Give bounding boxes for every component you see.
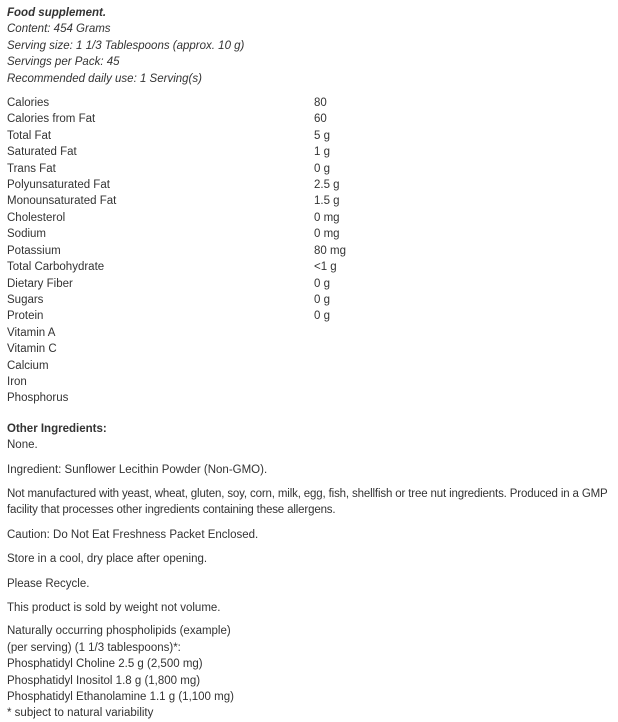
- nutrient-value: <1 g: [314, 261, 337, 274]
- nutrient-value: 60: [314, 113, 327, 126]
- phospholipid-line: Naturally occurring phospholipids (example): [7, 625, 231, 638]
- nutrient-value: 0 g: [314, 310, 330, 323]
- nutrient-value: 1 g: [314, 146, 330, 159]
- caution-statement: Caution: Do Not Eat Freshness Packet Enclosed.: [7, 528, 259, 541]
- header-line: Servings per Pack: 45: [7, 56, 120, 69]
- nutrient-label: Calories: [7, 97, 50, 110]
- nutrient-label: Potassium: [7, 244, 61, 257]
- sold-by-weight-statement: This product is sold by weight not volume.: [7, 602, 221, 614]
- nutrient-value: [314, 390, 612, 406]
- table-row: [7, 374, 612, 390]
- nutrient-label: Iron: [7, 375, 27, 388]
- nutrient-label: Phosphorus: [7, 392, 69, 405]
- nutrient-value: [314, 374, 612, 390]
- table-row: [7, 210, 612, 226]
- product-header: [7, 5, 612, 87]
- phospholipid-line: Phosphatidyl Choline 2.5 g (2,500 mg): [7, 658, 203, 671]
- nutrient-label: Total Fat: [7, 129, 52, 142]
- product-type-title: Food supplement.: [7, 7, 107, 19]
- nutrient-value: [314, 358, 612, 374]
- nutrient-label: Trans Fat: [7, 162, 56, 175]
- table-row: [7, 95, 612, 111]
- nutrient-label: Cholesterol: [7, 211, 66, 224]
- table-row: [7, 259, 612, 275]
- other-ingredients-value: None.: [7, 439, 38, 452]
- table-row: [7, 193, 612, 209]
- nutrient-label: Vitamin C: [7, 343, 57, 356]
- table-row: [7, 276, 612, 292]
- nutrition-facts-table: [7, 95, 612, 407]
- header-line: Serving size: 1 1/3 Tablespoons (approx. 10 g): [7, 39, 245, 52]
- nutrient-value: 0 mg: [314, 228, 340, 241]
- nutrient-value: 0 mg: [314, 211, 340, 224]
- table-row: [7, 144, 612, 160]
- table-row: [7, 226, 612, 242]
- nutrient-label: Vitamin A: [7, 326, 56, 339]
- table-row: [7, 308, 612, 324]
- nutrient-value: 80 mg: [314, 244, 346, 257]
- nutrient-value: [314, 341, 612, 357]
- ingredient-statement: Ingredient: Sunflower Lecithin Powder (Non-GMO).: [7, 463, 268, 476]
- nutrient-label: Sodium: [7, 228, 46, 241]
- nutrient-value: [314, 325, 612, 341]
- nutrient-value: 0 g: [314, 293, 330, 306]
- product-header-lines: [7, 21, 612, 87]
- header-line: Content: 454 Grams: [7, 23, 111, 36]
- table-row: [7, 358, 612, 374]
- recycle-statement: Please Recycle.: [7, 577, 90, 590]
- nutrient-label: Calories from Fat: [7, 113, 96, 126]
- nutrient-value: 0 g: [314, 162, 330, 175]
- nutrient-value: 5 g: [314, 129, 330, 142]
- phospholipid-line: Phosphatidyl Ethanolamine 1.1 g (1,100 mg): [7, 691, 234, 704]
- phospholipid-line: Phosphatidyl Inositol 1.8 g (1,800 mg): [7, 674, 201, 687]
- table-row: [7, 161, 612, 177]
- phospholipid-line: (per serving) (1 1/3 tablespoons)*:: [7, 641, 181, 654]
- nutrient-label: Protein: [7, 310, 44, 323]
- nutrient-label: Calcium: [7, 359, 49, 372]
- storage-statement: Store in a cool, dry place after opening.: [7, 553, 208, 566]
- table-row: [7, 128, 612, 144]
- nutrient-label: Sugars: [7, 293, 44, 306]
- table-row: [7, 390, 612, 406]
- nutrient-value: 80: [314, 97, 327, 110]
- header-line: Recommended daily use: 1 Serving(s): [7, 72, 202, 85]
- nutrient-label: Monounsaturated Fat: [7, 195, 117, 208]
- nutrient-value: 1.5 g: [314, 195, 340, 208]
- other-ingredients-heading: Other Ingredients:: [7, 422, 107, 435]
- table-row: [7, 341, 612, 357]
- table-row: [7, 292, 612, 308]
- nutrient-label: Total Carbohydrate: [7, 261, 105, 274]
- nutrient-label: Dietary Fiber: [7, 277, 73, 290]
- other-ingredients-section: [7, 421, 612, 454]
- nutrient-value: 2.5 g: [314, 179, 340, 192]
- table-row: [7, 243, 612, 259]
- phospholipid-line: * subject to natural variability: [7, 707, 154, 720]
- nutrient-label: Polyunsaturated Fat: [7, 179, 110, 192]
- nutrient-value: 0 g: [314, 277, 330, 290]
- table-row: [7, 325, 612, 341]
- nutrient-label: Saturated Fat: [7, 146, 77, 159]
- allergen-statement: Not manufactured with yeast, wheat, gluten, soy, corn, milk, egg, fish, shellfish or tree nut ingredients. Produced in a GMP facility that processes other ingredients containing these allergens.: [7, 487, 608, 517]
- table-row: [7, 177, 612, 193]
- phospholipids-breakdown: [7, 623, 612, 721]
- table-row: [7, 111, 612, 127]
